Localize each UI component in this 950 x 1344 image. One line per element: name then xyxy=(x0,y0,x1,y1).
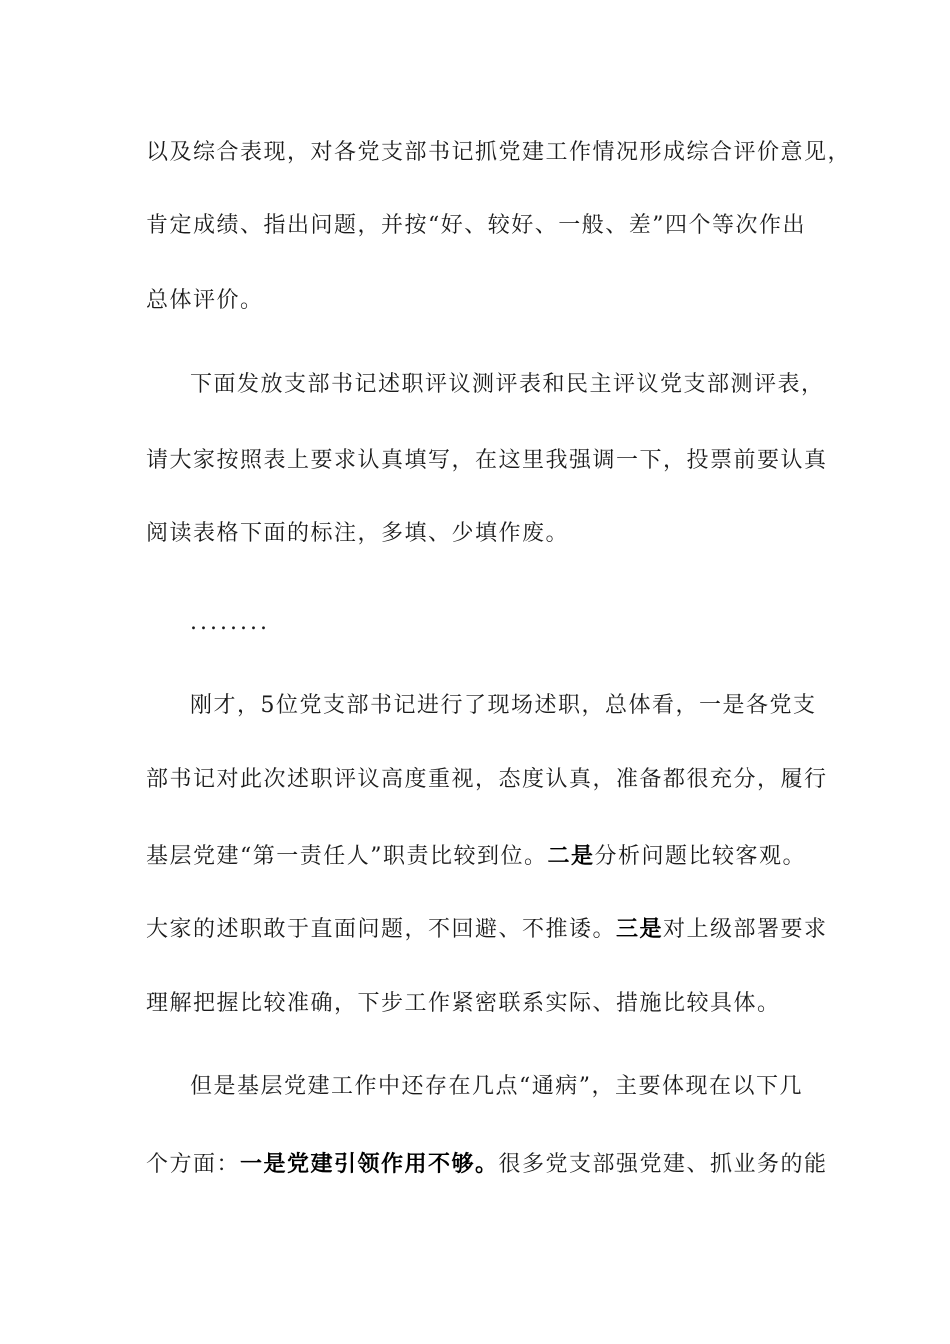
bold-heading-phrase: 一是党建引领作用不够。 xyxy=(240,1151,499,1177)
bold-keyword: 二是 xyxy=(547,843,595,869)
paragraph-start-line: 下面发放支部书记述职评议测评表和民主评议党支部测评表， xyxy=(190,372,825,397)
text-line: 理解把握比较准确，下步工作紧密联系实际、措施比较具体。 xyxy=(146,991,781,1016)
text-segment: 基层党建“第一责任人”职责比较到位。 xyxy=(146,844,548,869)
text-line xyxy=(146,914,828,944)
text-segment: 分析问题比较客观。 xyxy=(594,844,807,869)
text-line: 总体评价。 xyxy=(146,288,264,313)
paragraph-start-line: 但是基层党建工作中还存在几点“通病”，主要体现在以下几 xyxy=(190,1074,803,1099)
text-segment: 个方面： xyxy=(146,1152,241,1177)
text-line xyxy=(146,841,806,871)
text-line: 以及综合表现，对各党支部书记抓党建工作情况形成综合评价意见， xyxy=(146,140,852,165)
text-segment: 对上级部署要求 xyxy=(663,917,828,942)
paragraph-start-line: 刚才，5位党支部书记进行了现场述职，总体看，一是各党支 xyxy=(190,693,817,718)
text-line: 部书记对此次述职评议高度重视，态度认真，准备都很充分，履行 xyxy=(146,767,828,792)
text-line: 肯定成绩、指出问题，并按“好、较好、一般、差”四个等次作出 xyxy=(146,213,806,238)
text-segment: 大家的述职敢于直面问题，不回避、不推诿。 xyxy=(146,917,617,942)
bold-keyword: 三是 xyxy=(616,916,664,942)
text-line xyxy=(146,1149,828,1179)
text-line: 请大家按照表上要求认真填写，在这里我强调一下，投票前要认真 xyxy=(146,448,828,473)
text-segment: 很多党支部强党建、抓业务的能 xyxy=(498,1152,828,1177)
text-line: 阅读表格下面的标注，多填、少填作废。 xyxy=(146,521,570,546)
ellipsis-line: ........ xyxy=(190,610,270,635)
